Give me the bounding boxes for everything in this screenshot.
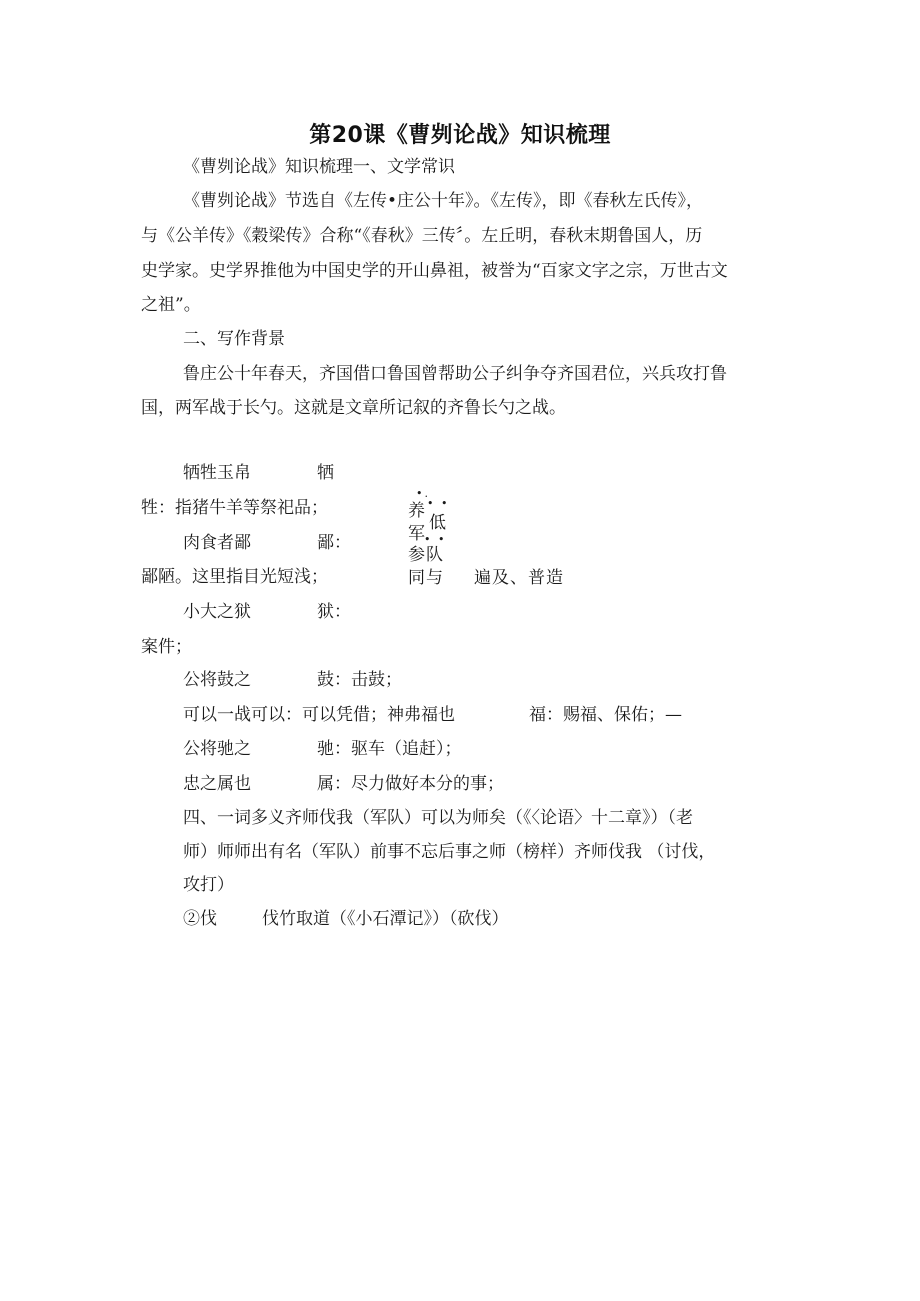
vocab-char-3: 狱： xyxy=(317,602,351,622)
vocab-char-2: 鄙： xyxy=(317,533,351,553)
vocab-term-1: 牺牲玉帛 xyxy=(183,463,251,483)
section1-heading: 《曹刿论战》知识梳理一、文学常识 xyxy=(183,157,455,177)
vocab-line-5: 可以一战可以：可以凭借；神弗福也 xyxy=(183,705,455,725)
vocab-def-4: 鼓：击鼓； xyxy=(317,670,402,690)
scribble-dots-3: • • xyxy=(424,533,447,546)
scribble-char-3: 参队 xyxy=(408,545,444,565)
section4-line-2: 师）师师出有名（军队）前事不忘后事之师（榜样）齐师伐我 （讨伐， xyxy=(183,842,716,862)
section2-line-2: 国，两军战于长勺。这就是文章所记叙的齐鲁长勺之战。 xyxy=(141,398,566,418)
vocab-char-1: 牺 xyxy=(317,463,334,483)
section4-item-label: ②伐 xyxy=(183,909,217,929)
page-title: 第20课《曹刿论战》知识梳理 xyxy=(309,123,611,148)
vocab-def-5: 福：赐福、保佑；— xyxy=(529,705,682,725)
scribble-dots-2: • • xyxy=(427,497,450,510)
vocab-def-7: 属：尽力做好本分的事； xyxy=(317,774,504,794)
section4-item-text: 伐竹取道（《小石潭记》）（砍伐） xyxy=(262,909,509,929)
scribble-char-4: 同与 xyxy=(408,568,444,588)
section1-line-1: 《曹刿论战》节选自《左传•庄公十年》。《左传》，即《春秋左氏传》， xyxy=(183,191,704,211)
vocab-term-2: 肉食者鄙 xyxy=(183,533,251,553)
section4-line-3: 攻打） xyxy=(183,875,234,895)
section1-line-2: 与《公羊传》《穀梁传》合称“《春秋》三传〞。左丘明，春秋末期鲁国人，历 xyxy=(141,226,703,246)
section2-line-1: 鲁庄公十年春天，齐国借口鲁国曾帮助公子纠争夺齐国君位，兴兵攻打鲁 xyxy=(183,364,727,384)
section4-line-1: 四、一词多义齐师伐我（军队）可以为师矣（《〈论语〉十二章》）（老 xyxy=(183,808,693,828)
vocab-term-6: 公将驰之 xyxy=(183,739,251,759)
vocab-def-1: 牲：指猪牛羊等祭祀品； xyxy=(141,498,328,518)
scribble-char-1b: 低 xyxy=(429,513,447,533)
vocab-term-3: 小大之狱 xyxy=(183,602,251,622)
vocab-term-7: 忠之属也 xyxy=(183,774,251,794)
scribble-char-1: 养 xyxy=(408,501,426,521)
section2-heading: 二、写作背景 xyxy=(183,329,285,349)
section1-line-3: 史学家。史学界推他为中国史学的开山鼻祖，被誉为“百家文字之宗，万世古文 xyxy=(141,261,728,281)
section1-line-4: 之祖”。 xyxy=(141,295,201,315)
vocab-def-3: 案件； xyxy=(141,637,192,657)
scribble-char-2: 军 xyxy=(408,524,426,544)
vocab-def-6: 驰：驱车（追赶）； xyxy=(317,739,462,759)
scribble-dots-1: •. xyxy=(416,487,430,500)
vocab-term-4: 公将鼓之 xyxy=(183,670,251,690)
scribble-char-4b: 遍及、普造 xyxy=(474,568,564,588)
vocab-def-2: 鄙陋。这里指目光短浅； xyxy=(141,567,328,587)
